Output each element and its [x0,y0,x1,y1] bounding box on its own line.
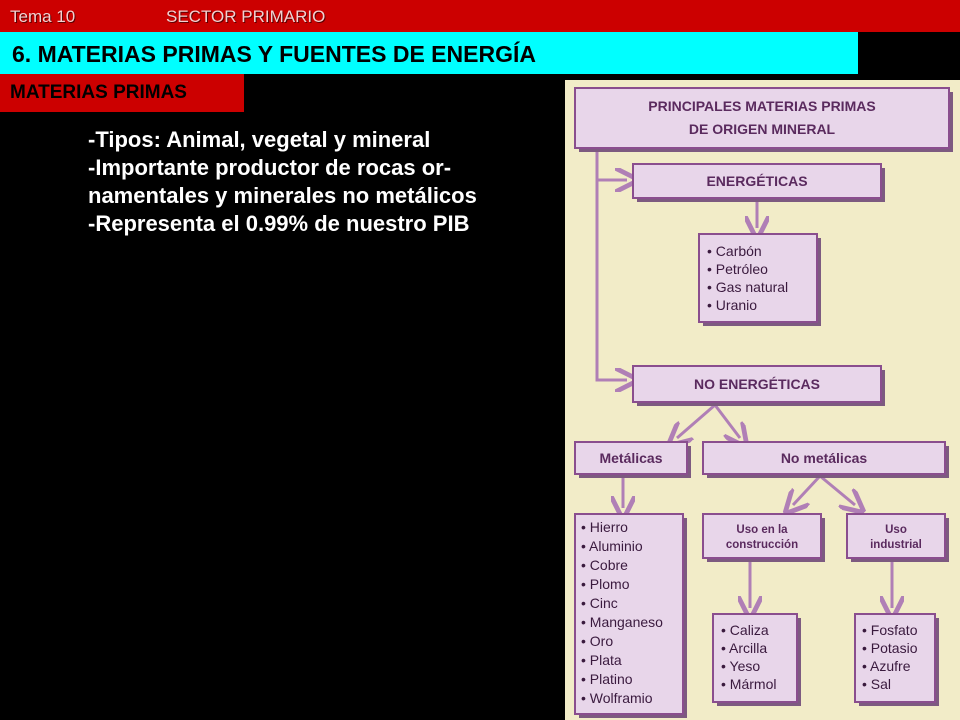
construccion-label-line1: Uso en la [736,524,788,536]
energeticas-item: • Carbón [707,243,762,259]
construccion-item: • Arcilla [721,640,768,656]
energeticas-item: • Uranio [707,297,758,313]
connector-arrow [820,476,855,505]
bullet-item: -Importante productor de rocas or- [88,155,452,180]
section-label: MATERIAS PRIMAS [10,82,187,103]
diagram-svg [565,80,960,720]
connector-arrow [715,405,740,438]
metalicas-item: • Aluminio [581,538,643,554]
metalicas-item: • Cinc [581,595,618,611]
title-box [575,88,949,148]
metalicas-item: • Cobre [581,557,628,573]
industrial-item: • Fosfato [862,622,918,638]
metalicas-item: • Wolframio [581,690,653,706]
bullet-item: -Representa el 0.99% de nuestro PIB [88,211,470,236]
construccion-item: • Mármol [721,676,777,692]
industrial-item: • Potasio [862,640,918,656]
industrial-label-line2: industrial [870,539,922,551]
energeticas-item: • Petróleo [707,261,768,277]
energeticas-item: • Gas natural [707,279,789,295]
connector-arrow [597,148,627,380]
diagram-title-line2: DE ORIGEN MINERAL [688,121,836,137]
industrial-item: • Sal [862,676,892,692]
title-bar [0,32,858,74]
construccion-item: • Yeso [721,658,761,674]
metalicas-item: • Oro [581,633,614,649]
no-energeticas-label: NO ENERGÉTICAS [693,376,821,392]
construccion-item: • Caliza [721,622,769,638]
energeticas-label: ENERGÉTICAS [706,173,808,189]
connector-arrow [677,405,715,438]
sector-label: SECTOR PRIMARIO [166,7,326,26]
construccion-box [703,514,821,558]
section-box [0,74,244,112]
industrial-label-line1: Uso [885,524,907,536]
construccion-label-line2: construcción [725,539,799,551]
connector-arrow [793,476,820,505]
industrial-item: • Azufre [862,658,911,674]
bullet-item: namentales y minerales no metálicos [88,183,477,208]
bullet-item: -Tipos: Animal, vegetal y mineral [88,127,431,152]
industrial-box [847,514,945,558]
tema-label: Tema 10 [10,7,76,26]
metalicas-item: • Platino [581,671,633,687]
metalicas-item: • Plomo [581,576,630,592]
top-bar [0,0,960,32]
metalicas-label: Metálicas [599,450,663,466]
bullet-list [88,126,568,238]
metalicas-item: • Plata [581,652,622,668]
metalicas-item: • Manganeso [581,614,663,630]
no-metalicas-label: No metálicas [780,450,868,466]
mineral-diagram [565,80,960,720]
metalicas-item: • Hierro [581,519,628,535]
page-title: 6. MATERIAS PRIMAS Y FUENTES DE ENERGÍA [12,41,536,67]
diagram-title-line1: PRINCIPALES MATERIAS PRIMAS [648,98,876,114]
